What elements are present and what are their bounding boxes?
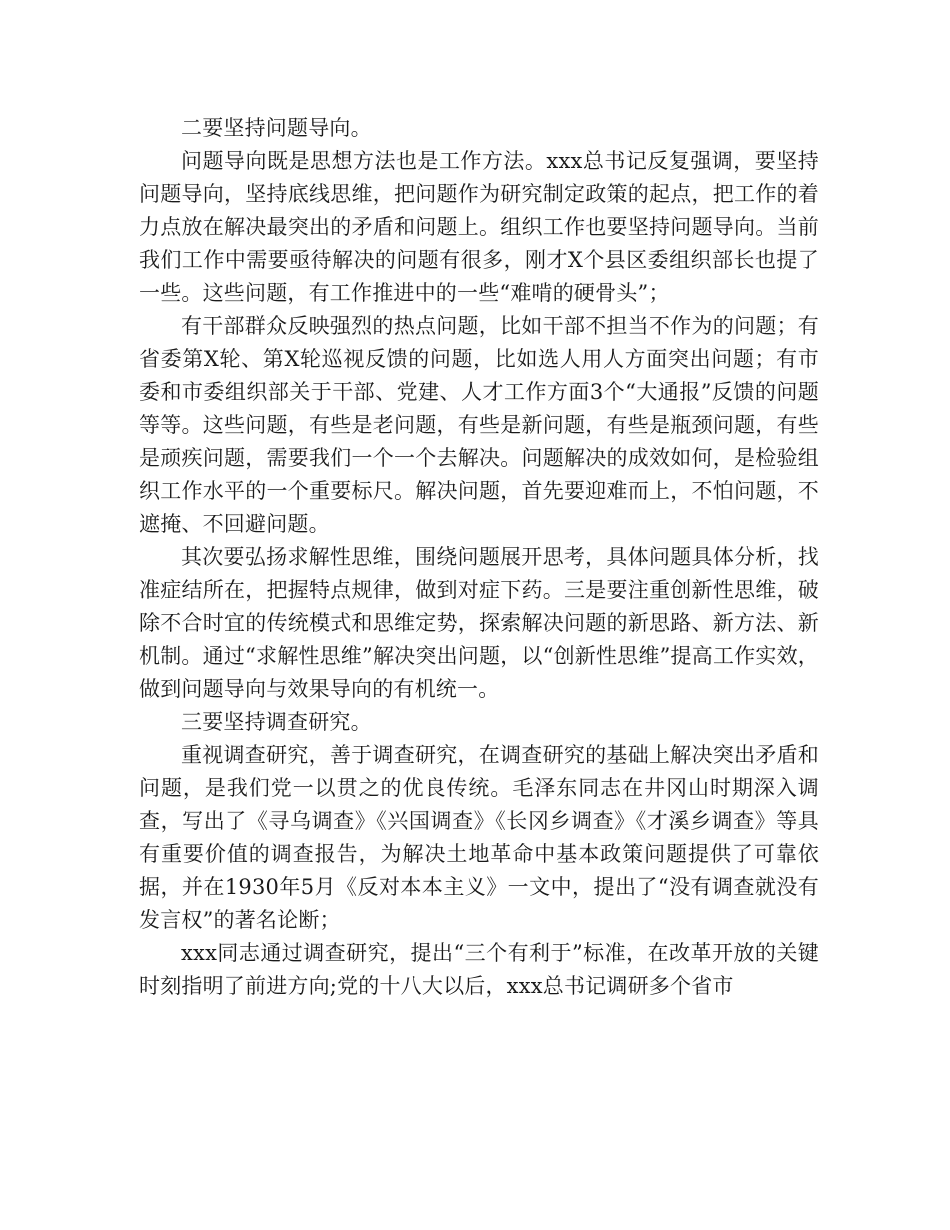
paragraph-hot-issues: 有干部群众反映强烈的热点问题，比如干部不担当不作为的问题；有省委第X轮、第X轮巡视反馈的问题，比如选人用人方面突出问题；有市委和市委组织部关于干部、党建、人才工作方面3个“大通报”反馈的问题等等。这些问题，有些是老问题，有些是新问题，有些是瓶颈问题，有些是顽疾问题，需要我们一个一个去解决。问题解决的成效如何，是检验组织工作水平的一个重要标尺。解决问题，首先要迎难而上，不怕问题，不遮掩、不回避问题。: [139, 314, 819, 536]
paragraph-investigation-tradition: 重视调查研究，善于调查研究，在调查研究的基础上解决突出矛盾和问题，是我们党一以贯之的优良传统。毛泽东同志在井冈山时期深入调查，写出了《寻乌调查》《兴国调查》《长冈乡调查》《才溪乡调查》等具有重要价值的调查报告，为解决土地革命中基本政策问题提供了可靠依据，并在1930年5月《反对本本主义》一文中，提出了“没有调查就没有发言权”的著名论断；: [139, 743, 819, 932]
paragraph-investigation-examples: xxx同志通过调查研究，提出“三个有利于”标准，在改革开放的关键时刻指明了前进方向;党的十八大以后，xxx总书记调研多个省市: [139, 941, 819, 998]
paragraph-problem-orientation-intro: 问题导向既是思想方法也是工作方法。xxx总书记反复强调，要坚持问题导向，坚持底线思维，把问题作为研究制定政策的起点，把工作的着力点放在解决最突出的矛盾和问题上。组织工作也要坚持问题导向。当前我们工作中需要亟待解决的问题有很多，刚才X个县区委组织部长也提了一些。这些问题，有工作推进中的一些“难啃的硬骨头”；: [139, 149, 819, 305]
section-heading-problem-orientation: 二要坚持问题导向。: [181, 116, 372, 140]
section-heading-investigation: 三要坚持调查研究。: [181, 710, 372, 734]
document-page: [139, 112, 819, 1003]
paragraph-solution-thinking: 其次要弘扬求解性思维，围绕问题展开思考，具体问题具体分析，找准症结所在，把握特点规律，做到对症下药。三是要注重创新性思维，破除不合时宜的传统模式和思维定势，探索解决问题的新思路、新方法、新机制。通过“求解性思维”解决突出问题，以“创新性思维”提高工作实效，做到问题导向与效果导向的有机统一。: [139, 545, 819, 701]
